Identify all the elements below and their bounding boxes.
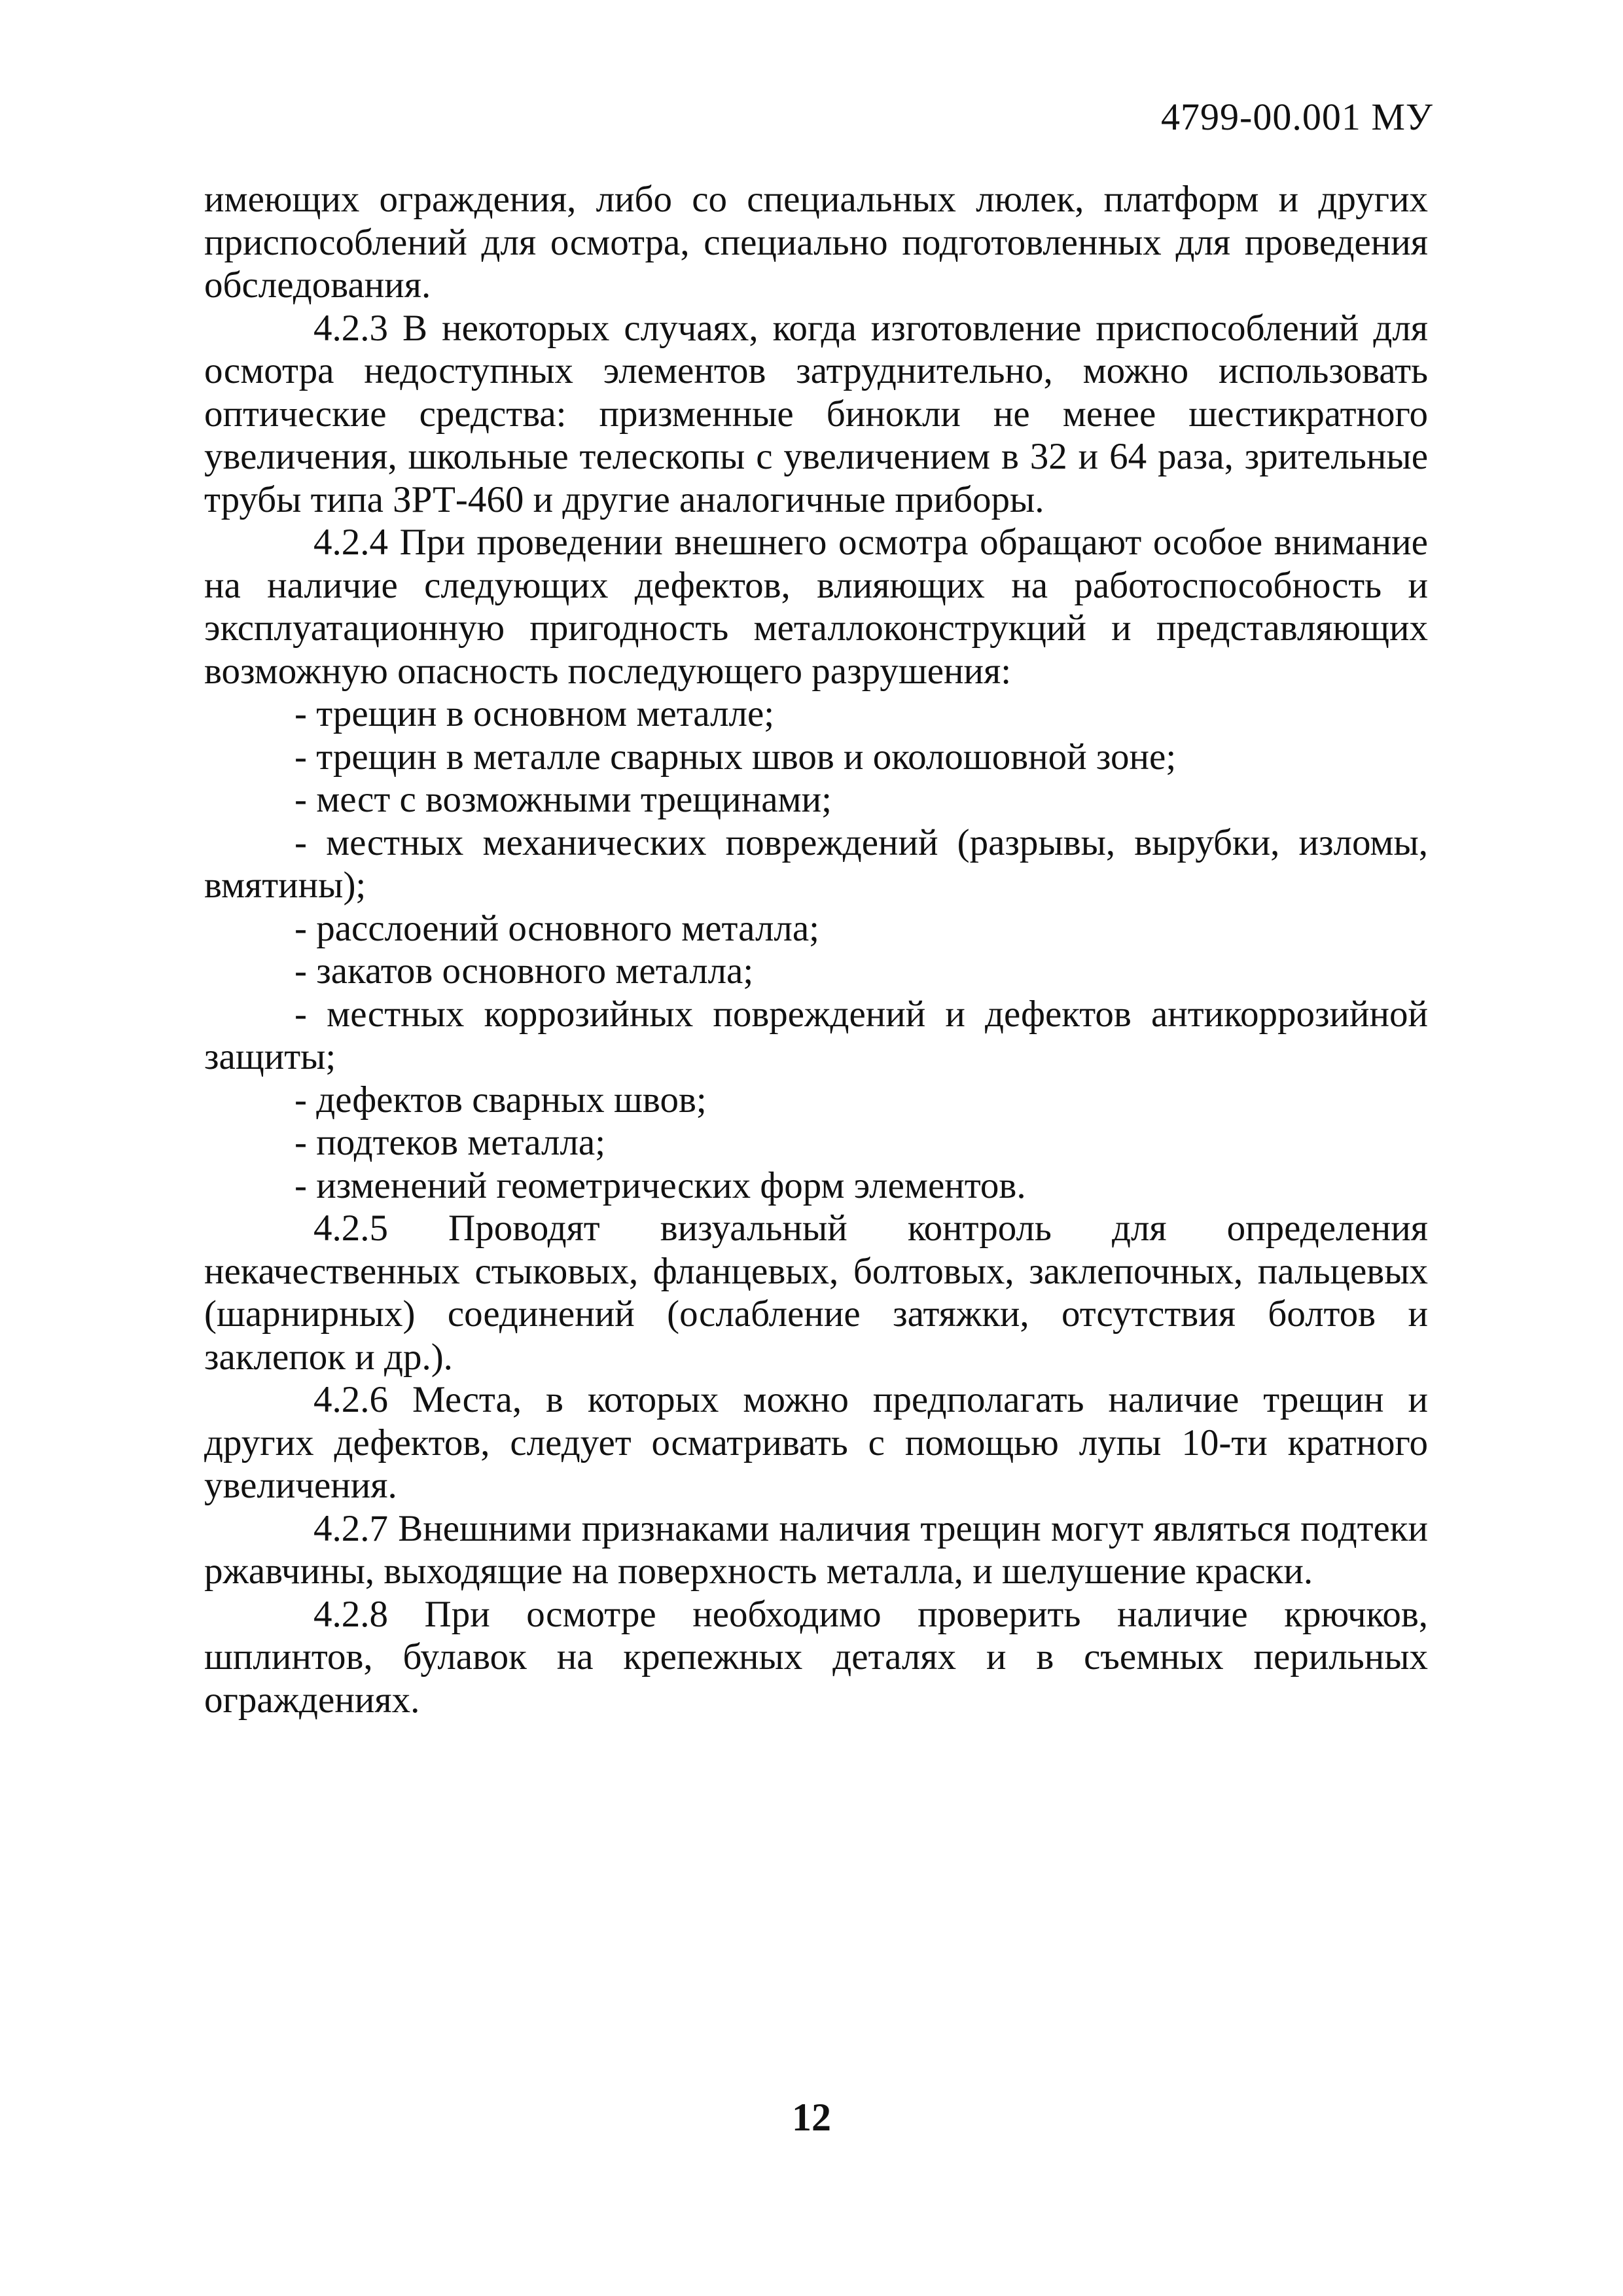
list-item: - изменений геометрических форм элементов. xyxy=(294,1164,1026,1206)
page-body xyxy=(204,178,1428,1721)
paragraph-4-2-6: 4.2.6 Места, в которых можно предполагать наличие трещин и других дефектов, следует осматривать с помощью лупы 10-ти кратного увеличения. xyxy=(204,1379,1428,1506)
list-item: - местных коррозийных повреждений и дефектов антикоррозийной защиты; xyxy=(204,993,1428,1077)
paragraph-4-2-7: 4.2.7 Внешними признаками наличия трещин могут являться подтеки ржавчины, выходящие на поверхность металла, и шелушение краски. xyxy=(204,1507,1428,1592)
defects-list xyxy=(204,692,1428,1207)
paragraph-continuation: имеющих ограждения, либо со специальных люлек, платформ и других приспособлений для осмотра, специально подготовленных для проведения обследования. xyxy=(204,179,1428,306)
paragraph-4-2-8: 4.2.8 При осмотре необходимо проверить наличие крючков, шплинтов, булавок на крепежных деталях и в съемных перильных ограждениях. xyxy=(204,1593,1428,1721)
list-item: - дефектов сварных швов; xyxy=(294,1079,707,1121)
list-item: - трещин в основном металле; xyxy=(294,693,775,734)
paragraph-4-2-3: 4.2.3 В некоторых случаях, когда изготовление приспособлений для осмотра недоступных элементов затруднительно, можно использовать оптические средства: призменные бинокли не менее шестикратного увеличения, школьные телескопы с увеличением в 32 и 64 раза, зрительные трубы типа ЗРТ-460 и другие аналогичные приборы. xyxy=(204,307,1428,520)
paragraph-4-2-5: 4.2.5 Проводят визуальный контроль для определения некачественных стыковых, фланцевых, болтовых, заклепочных, пальцевых (шарнирных) соединений (ослабление затяжки, отсутствия болтов и заклепок и др.). xyxy=(204,1208,1428,1378)
list-item: - подтеков металла; xyxy=(294,1122,606,1163)
list-item: - закатов основного металла; xyxy=(294,950,754,992)
document-code: 4799-00.001 МУ xyxy=(1161,96,1433,138)
list-item: - трещин в металле сварных швов и околошовной зоне; xyxy=(294,736,1177,778)
list-item: - местных механических повреждений (разрывы, вырубки, изломы, вмятины); xyxy=(204,821,1428,906)
list-item: - расслоений основного металла; xyxy=(294,907,819,949)
list-item: - мест с возможными трещинами; xyxy=(294,779,832,820)
paragraph-4-2-4: 4.2.4 При проведении внешнего осмотра обращают особое внимание на наличие следующих дефектов, влияющих на работоспособность и эксплуатационную пригодность металлоконструкций и представляющих возможную опасность последующего разрушения: xyxy=(204,522,1428,692)
page-number: 12 xyxy=(792,2096,831,2139)
